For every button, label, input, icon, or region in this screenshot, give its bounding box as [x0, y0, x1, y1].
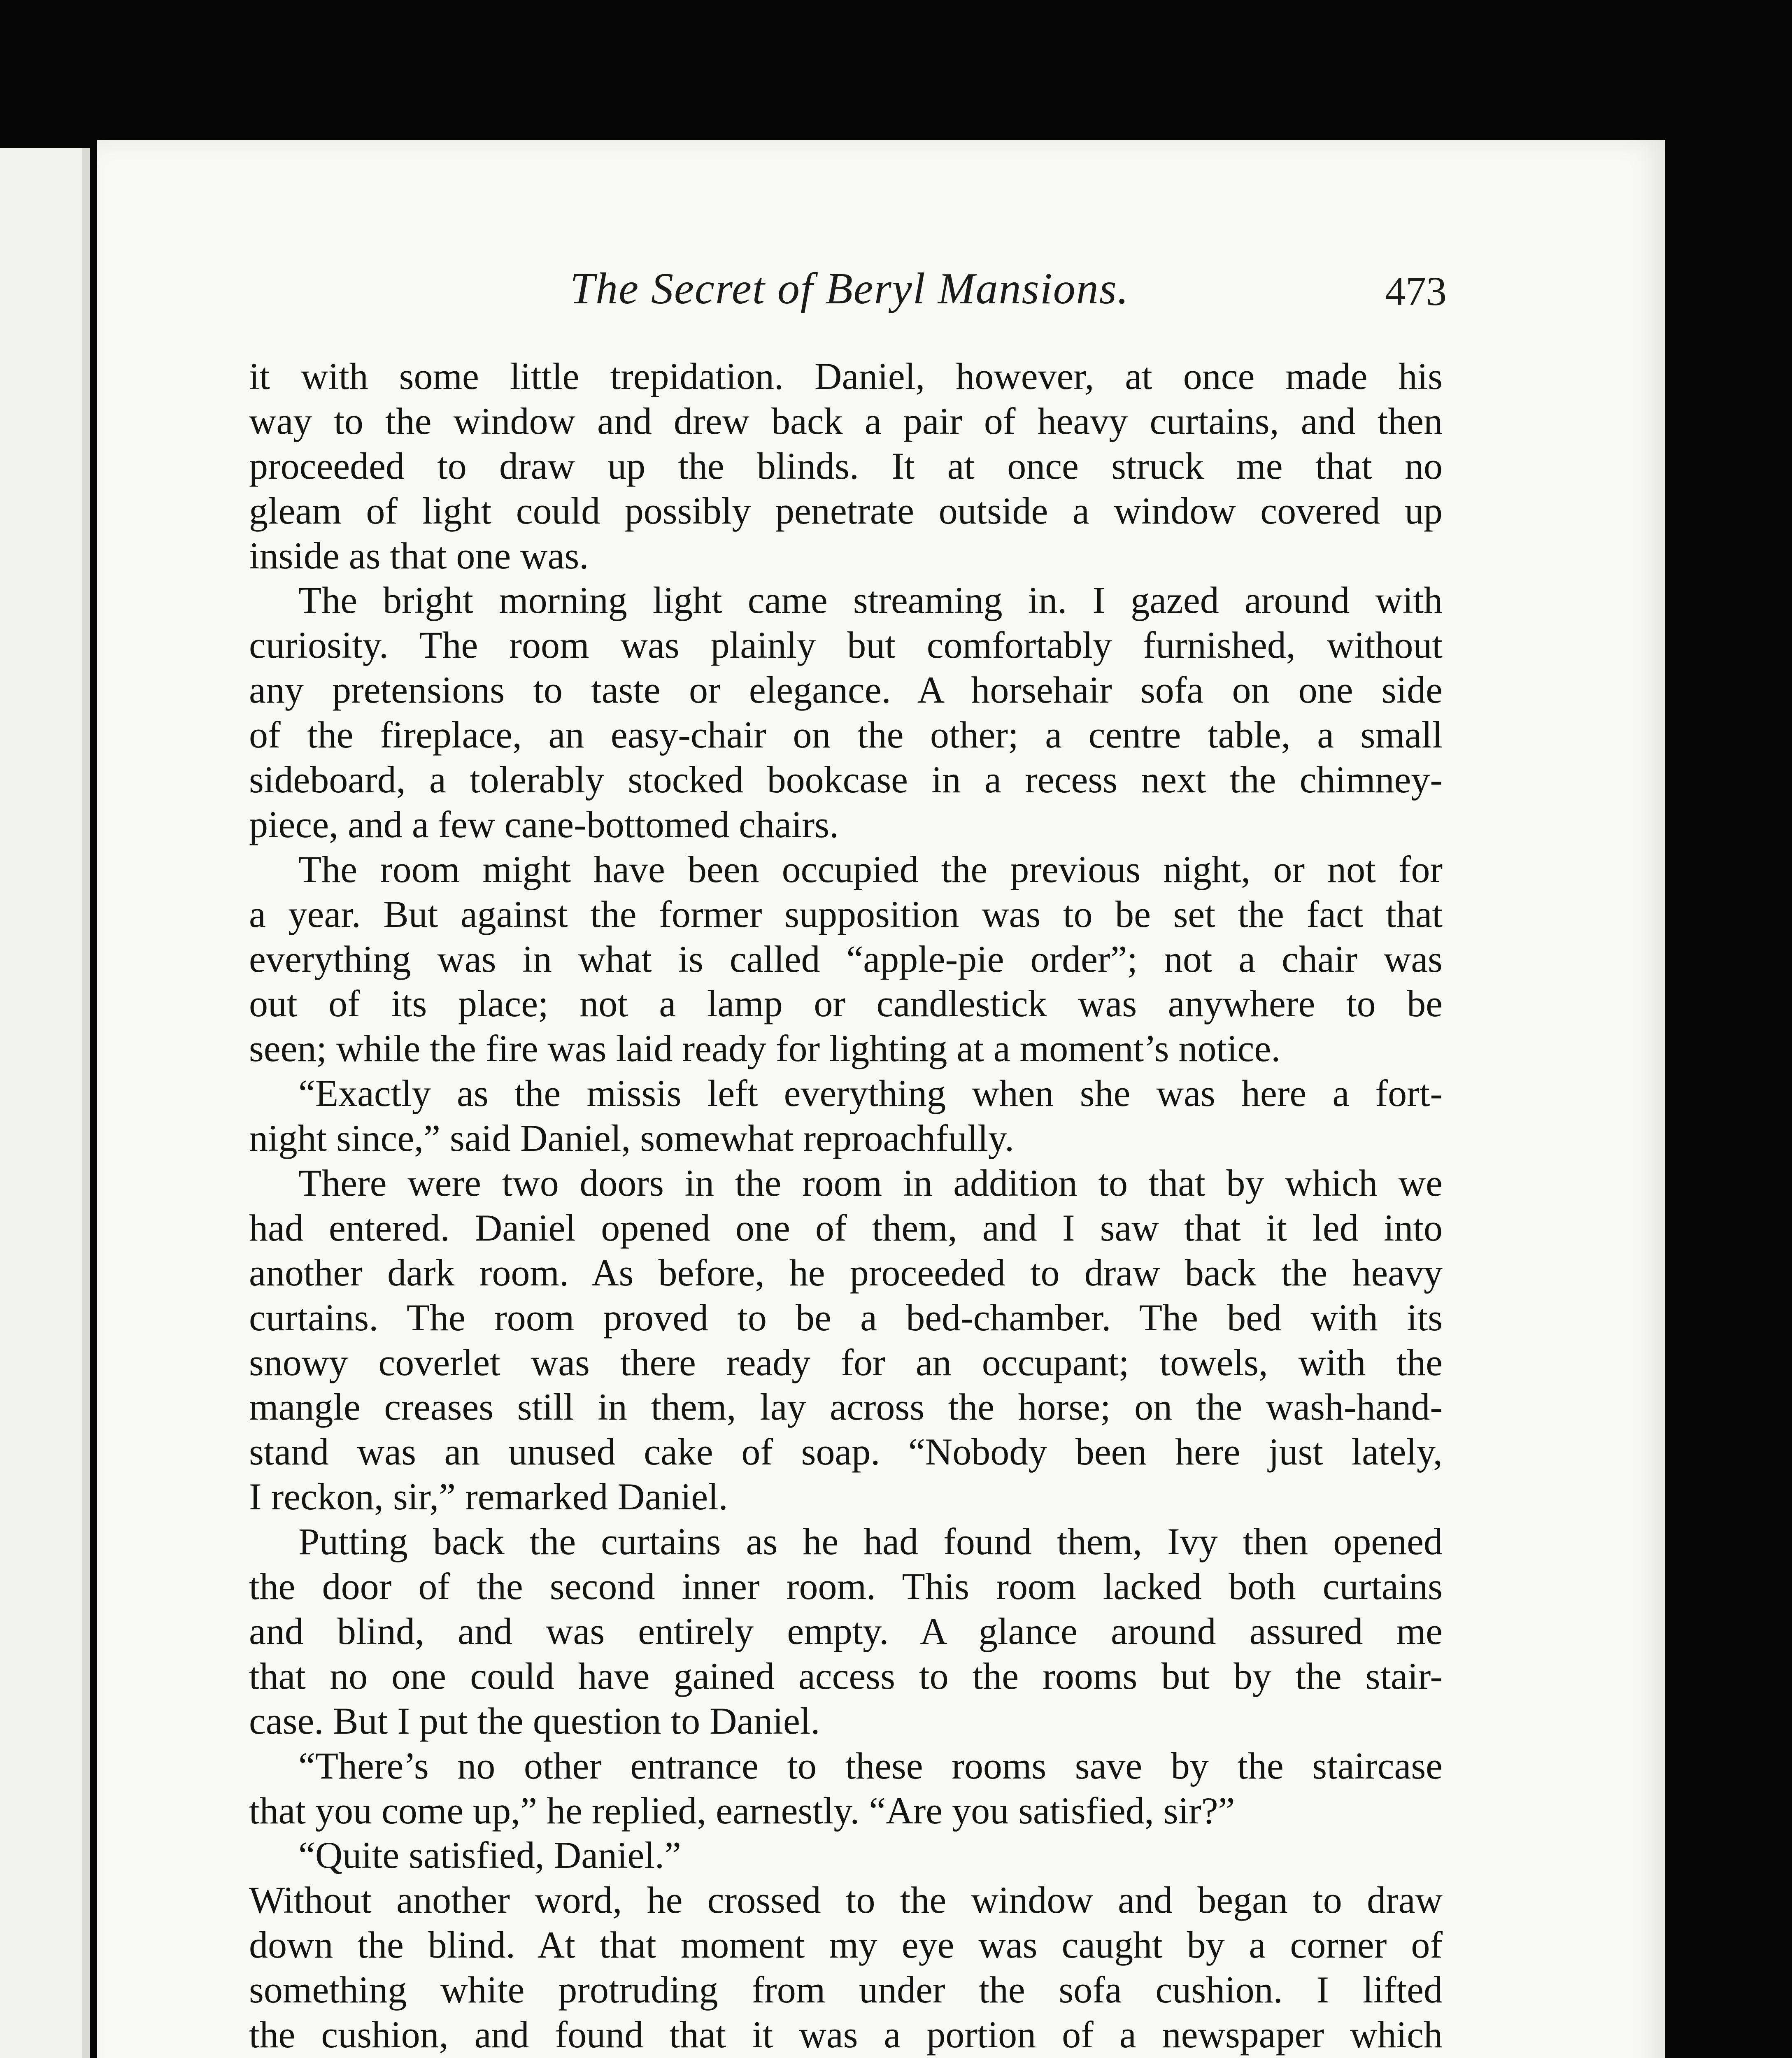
text-line: snowy coverlet was there ready for an occupant; towels, with the [249, 1341, 1443, 1383]
text-line: inside as that one was. [249, 534, 589, 577]
text-line: another dark room. As before, he proceeded to draw back the heavy [249, 1251, 1443, 1294]
book-page [97, 140, 1665, 2058]
text-line: it with some little trepidation. Daniel, however, at once made his [249, 355, 1443, 397]
text-line: the door of the second inner room. This room lacked both curtains [249, 1565, 1443, 1608]
previous-page-edge [0, 148, 90, 2058]
text-line: a year. But against the former supposition was to be set the fact that [249, 893, 1443, 935]
text-line: had entered. Daniel opened one of them, and I saw that it led into [249, 1206, 1443, 1249]
text-line: Without another word, he crossed to the window and began to draw [249, 1879, 1443, 1921]
text-line: mangle creases still in them, lay across the horse; on the wash-hand- [249, 1386, 1443, 1428]
text-line: and blind, and was entirely empty. A glance around assured me [249, 1610, 1443, 1652]
text-line: of the fireplace, an easy-chair on the other; a centre table, a small [249, 714, 1443, 756]
text-line: down the blind. At that moment my eye was caught by a corner of [249, 1924, 1443, 1966]
text-line: gleam of light could possibly penetrate outside a window covered up [249, 489, 1443, 532]
text-line: curtains. The room proved to be a bed-chamber. The bed with its [249, 1296, 1443, 1339]
page-number: 473 [1385, 268, 1447, 314]
text-line: everything was in what is called “apple-pie order”; not a chair was [249, 938, 1443, 980]
text-line: The room might have been occupied the previous night, or not for [298, 848, 1443, 890]
running-head-title: The Secret of Beryl Mansions. [570, 264, 1129, 313]
text-line: I reckon, sir,” remarked Daniel. [249, 1476, 728, 1518]
text-line: stand was an unused cake of soap. “Nobody been here just lately, [249, 1431, 1443, 1473]
text-line: “Exactly as the missis left everything when she was here a fort- [298, 1072, 1443, 1115]
body-text [249, 354, 1443, 2058]
text-line: the cushion, and found that it was a portion of a newspaper which [249, 2013, 1443, 2056]
text-line: piece, and a few cane-bottomed chairs. [249, 803, 839, 845]
text-line: that you come up,” he replied, earnestly. “Are you satisfied, sir?” [249, 1789, 1235, 1832]
text-line: case. But I put the question to Daniel. [249, 1699, 820, 1742]
text-line: any pretensions to taste or elegance. A horsehair sofa on one side [249, 669, 1443, 711]
text-line: night since,” said Daniel, somewhat reproachfully. [249, 1117, 1015, 1159]
text-line: seen; while the fire was laid ready for lighting at a moment’s notice. [249, 1027, 1281, 1070]
running-head [97, 263, 1665, 333]
text-line: something white protruding from under the sofa cushion. I lifted [249, 1969, 1443, 2011]
text-line: out of its place; not a lamp or candlestick was anywhere to be [249, 982, 1443, 1025]
text-line: The bright morning light came streaming in. I gazed around with [298, 579, 1443, 622]
text-line: proceeded to draw up the blinds. It at once struck me that no [249, 445, 1443, 487]
text-line: that no one could have gained access to the rooms but by the stair- [249, 1655, 1443, 1697]
text-line: There were two doors in the room in addition to that by which we [298, 1162, 1443, 1204]
text-line: “Quite satisfied, Daniel.” [298, 1834, 681, 1876]
text-line: way to the window and drew back a pair of heavy curtains, and then [249, 400, 1443, 442]
text-line: sideboard, a tolerably stocked bookcase in a recess next the chimney- [249, 759, 1443, 801]
text-line: curiosity. The room was plainly but comfortably furnished, without [249, 624, 1443, 666]
text-line: “There’s no other entrance to these rooms save by the staircase [298, 1744, 1443, 1787]
text-line: Putting back the curtains as he had found them, Ivy then opened [298, 1520, 1443, 1563]
